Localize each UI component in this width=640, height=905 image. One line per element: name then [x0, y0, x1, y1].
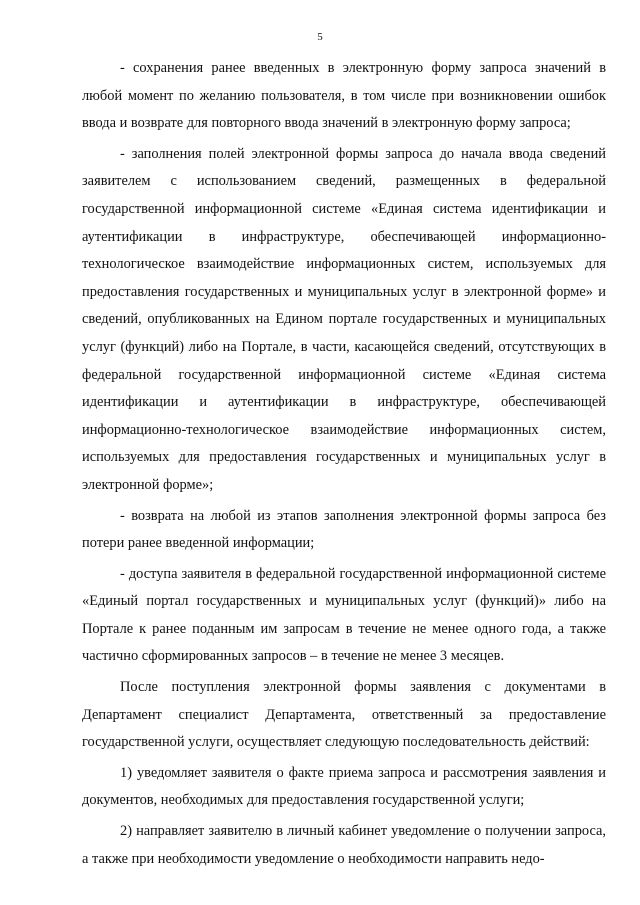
paragraph-access-requests: - доступа заявителя в федеральной государственной информационной системе «Единый портал государственных и муниципальных услуг (функций)» либо на Портале к ранее поданным им запросам в течение не менее одного года, а также частично сформированных запросов – в течение не менее 3 месяцев. — [82, 565, 606, 665]
paragraph-return-stage: - возврата на любой из этапов заполнения электронной формы запроса без потери ранее введенной информации; — [82, 507, 606, 552]
paragraph-save-values: - сохранения ранее введенных в электронную форму запроса значений в любой момент по желанию пользователя, в том числе при возникновении ошибок ввода и возврате для повторного ввода значений в электронную форму запроса; — [82, 60, 606, 132]
body-text — [82, 55, 606, 873]
page-number: 5 — [317, 31, 323, 43]
paragraph-step-2: 2) направляет заявителю в личный кабинет уведомление о получении запроса, а также при необходимости уведомление о необходимости направить недо- — [82, 823, 606, 867]
paragraph-after-receipt: После поступления электронной формы заявления с документами в Департамент специалист Департамента, ответственный за предоставление государственной услуги, осуществляет следующую последовательность действий: — [82, 679, 606, 751]
paragraph-step-1: 1) уведомляет заявителя о факте приема запроса и рассмотрения заявления и документов, необходимых для предоставления государственной услуги; — [82, 764, 606, 809]
paragraph-fill-fields: - заполнения полей электронной формы запроса до начала ввода сведений заявителем с использованием сведений, размещенных в федеральной государственной информационной системе «Единая система идентификации и аутентификации в инфраструктуре, обеспечивающей информационно-технологическое взаимодействие информационных систем, используемых для предоставления государственных и муниципальных услуг в электронной форме» и сведений, опубликованных на Едином портале государственных и муниципальных услуг (функций) либо на Портале, в части, касающейся сведений, отсутствующих в федеральной государственной информационной системе «Единая система идентификации и аутентификации в инфраструктуре, обеспечивающей информационно-технологическое взаимодействие информационных систем, используемых для предоставления государственных и муниципальных услуг в электронной форме»; — [82, 145, 606, 493]
